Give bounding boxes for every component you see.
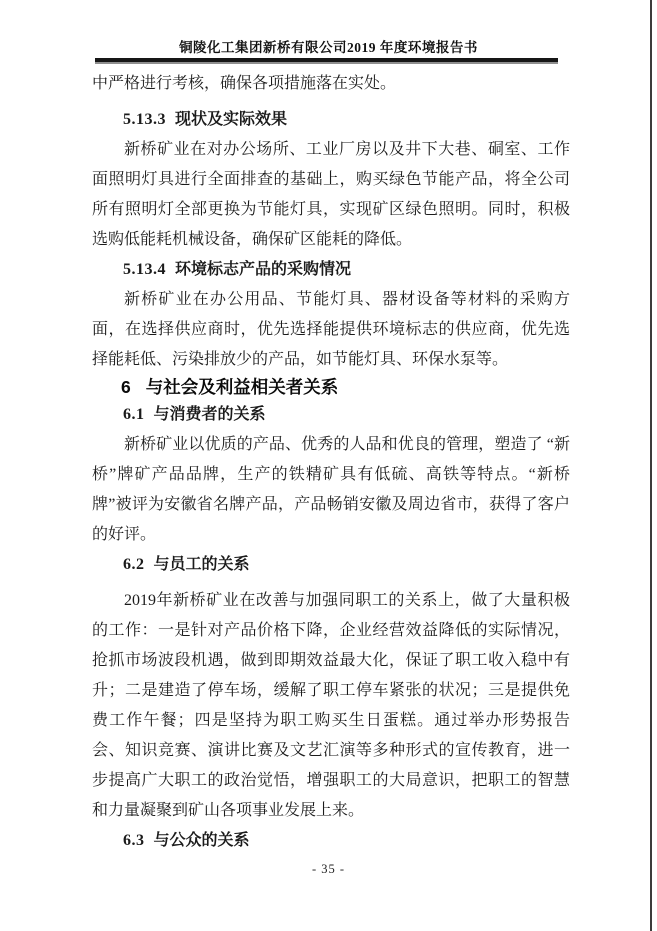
section-number: 5.13.4: [123, 261, 166, 278]
paragraph-6-1: 新桥矿业以优质的产品、优秀的人品和优良的管理，塑造了 “新桥”牌矿产品品牌，生产的铁精矿具有低硫、高铁等特点。“新桥牌”被评为安徽省名牌产品，产品畅销安徽及周边省市，获得了客户的好评。: [92, 436, 570, 543]
page-number: - 35 -: [311, 862, 346, 876]
section-title: 与消费者的关系: [153, 406, 266, 423]
section-number: 6.3: [123, 832, 145, 849]
header-divider-rule: [95, 58, 558, 62]
section-heading-6-2: [92, 550, 570, 580]
scan-edge-right: [650, 0, 652, 931]
section-title: 环境标志产品的采购情况: [175, 261, 352, 278]
section-heading-6-1: [92, 400, 570, 430]
page-header-title: 铜陵化工集团新桥有限公司2019 年度环境报告书: [179, 40, 478, 55]
chapter-heading-6: [92, 375, 570, 399]
document-body: [92, 69, 570, 856]
paragraph-5-13-3: 新桥矿业在对办公场所、工业厂房以及井下大巷、硐室、工作面照明灯具进行全面排查的基础上，购买绿色节能产品，将全公司所有照明灯全部更换为节能灯具，实现矿区绿色照明。同时，积极选购低能耗机械设备，确保矿区能耗的降低。: [92, 141, 570, 248]
section-number: 6.1: [123, 406, 145, 423]
section-heading-5-13-3: [92, 105, 570, 135]
section-title: 现状及实际效果: [175, 111, 288, 128]
paragraph-continuation: 中严格进行考核，确保各项措施落在实处。: [92, 75, 397, 92]
paragraph-6-2: 2019年新桥矿业在改善与加强同职工的关系上，做了大量积极的工作：一是针对产品价格下降，企业经营效益降低的实际情况，抢抓市场波段机遇，做到即期效益最大化，保证了职工收入稳中有升；二是建造了停车场，缓解了职工停车紧张的状况；三是提供免费工作午餐；四是坚持为职工购买生日蛋糕。通过举办形势报告会、知识竞赛、演讲比赛及文艺汇演等多种形式的宣传教育，进一步提高广大职工的政治觉悟，增强职工的大局意识，把职工的智慧和力量凝聚到矿山各项事业发展上来。: [92, 592, 570, 819]
section-title: 与公众的关系: [153, 832, 250, 849]
section-number: 6.2: [123, 556, 145, 573]
section-number: 5.13.3: [123, 111, 166, 128]
section-heading-6-3: [92, 826, 570, 856]
chapter-number: 6: [121, 377, 131, 397]
paragraph-5-13-4: 新桥矿业在办公用品、节能灯具、器材设备等材料的采购方面，在选择供应商时，优先选择能提供环境标志的供应商，优先选择能耗低、污染排放少的产品，如节能灯具、环保水泵等。: [92, 291, 570, 368]
chapter-title: 与社会及利益相关者关系: [145, 377, 339, 397]
section-heading-5-13-4: [92, 255, 570, 285]
section-title: 与员工的关系: [153, 556, 250, 573]
